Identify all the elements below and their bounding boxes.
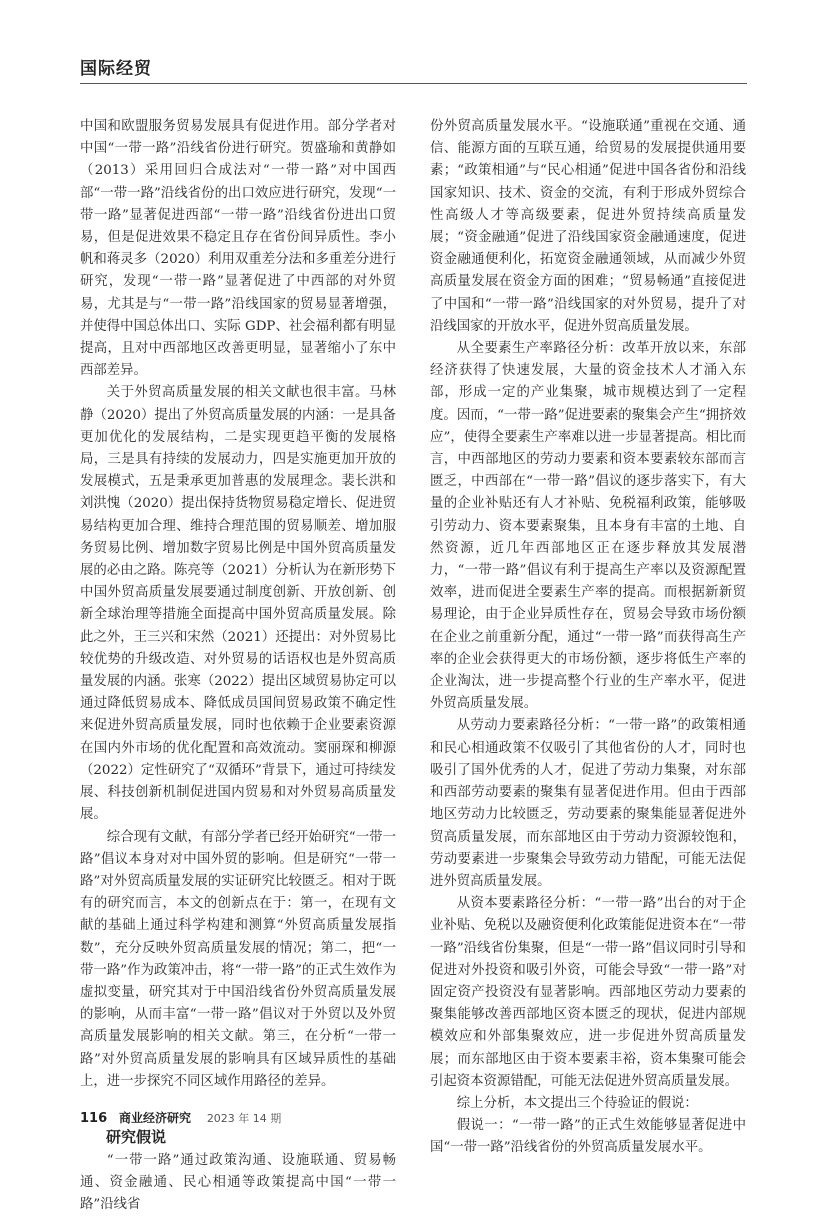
paragraph: “一带一路”通过政策沟通、设施联通、贸易畅通、资金融通、民心相通等政策提高中国“一带一路”沿线省 [80, 1152, 396, 1213]
section-title: 国际经贸 [80, 59, 152, 79]
issue-label: 2023 年 14 期 [206, 1112, 282, 1125]
page-number: 116 [80, 1111, 108, 1126]
paragraph: 份外贸高质量发展水平。“设施联通”重视在交通、通信、能源方面的互联互通，给贸易的发展提供通用要素；“政策相通”与“民心相通”促进中国各省份和沿线国家知识、技术、资金的交流，有利于形成外贸综合性高级人才等高级要素，促进外贸持续高质量发展；“资金融通”促进了沿线国家资金融通速度，促进资金融通便利化，拓宽资金融通领域，从而减少外贸高质量发展在资金方面的困难；“贸易畅通”直接促进了中国和“一带一路”沿线国家的对外贸易，提升了对沿线国家的开放水平，促进外贸高质量发展。 [430, 119, 746, 334]
section-heading: 研究假说 [106, 1127, 167, 1146]
left-column [80, 116, 396, 1217]
paragraph: 从全要素生产率路径分析：改革开放以来，东部经济获得了快速发展，大量的资金技术人才涌入东部，形成一定的产业集聚，城市规模达到了一定程度。因而，“一带一路”促进要素的聚集会产生“拥挤效应”，使得全要素生产率难以进一步显著提高。相比而言，中西部地区的劳动力要素和资本要素较东部而言匮乏，中西部在“一带一路”倡议的逐步落实下，有大量的企业补贴还有人才补贴、免税福利政策，能够吸引劳动力、资本要素聚集，且本身有丰富的土地、自然资源，近几年西部地区正在逐步释放其发展潜力，“一带一路”倡议有利于提高生产率以及资源配置效率，进而促进全要素生产率的提高。而根据新新贸易理论，由于企业异质性存在，贸易会导致市场份额在企业之前重新分配，通过“一带一路”而获得高生产率的企业会获得更大的市场份额，逐步将低生产率的企业淘汰，进一步提高整个行业的生产率水平，促进外贸高质量发展。 [430, 341, 746, 712]
paragraph: 综合现有文献，有部分学者已经开始研究“一带一路”倡议本身对对中国外贸的影响。但是研究“一带一路”对外贸高质量发展的实证研究比较匮乏。相对于既有的研究而言，本文的创新点在于：第一，在现有文献的基础上通过科学构建和测算“外贸高质量发展指数”，充分反映外贸高质量发展的情况；第二，把“一带一路”作为政策冲击，将“一带一路”的正式生效作为虚拟变量，研究其对于中国沿线省份外贸高质量发展的影响，从而丰富“一带一路”倡议对于外贸以及外贸高质量发展影响的相关文献。第三，在分析“一带一路”对外贸高质量发展的影响具有区域异质性的基础上，进一步探究不同区域作用路径的差异。 [80, 829, 396, 1089]
paragraph: 从资本要素路径分析：“一带一路”出台的对于企业补贴、免税以及融资便利化政策能促进资本在“一带一路”沿线省份集聚，但是“一带一路”倡议同时引导和促进对外投资和吸引外资，可能会导致“一带一路”对固定资产投资没有显著影响。西部地区劳动力要素的聚集能够改善西部地区资本匮乏的现状，促进内部规模效应和外部集聚效应，进一步促进外贸高质量发展；而东部地区由于资本要素丰裕，资本集聚可能会引起资本资源错配，可能无法促进外贸高质量发展。 [430, 896, 746, 1089]
journal-name: 商业经济研究 [118, 1111, 191, 1125]
header-divider [80, 83, 747, 84]
paragraph: 综上分析，本文提出三个待验证的假说： [456, 1095, 698, 1111]
running-header [80, 58, 747, 84]
hypothesis-paragraph: 假说一：“一带一路”的正式生效能够显著促进中国“一带一路”沿线省份的外贸高质量发展水平。 [430, 1118, 746, 1156]
page-footer [80, 1109, 281, 1126]
paragraph: 中国和欧盟服务贸易发展具有促进作用。部分学者对中国“一带一路”沿线省份进行研究。贺盛瑜和黄静如（2013）采用回归合成法对“一带一路”对中国西部“一带一路”沿线省份的出口效应进行研究，发现“一带一路”显著促进西部“一带一路”沿线省份进出口贸易，但是促进效果不稳定且存在省份间异质性。李小帆和蒋灵多（2020）利用双重差分法和多重差分进行研究，发现“一带一路”显著促进了中西部的对外贸易，尤其是与“一带一路”沿线国家的贸易显著增强，并使得中国总体出口、实际 GDP、社会福利都有明显提高，且对中西部地区改善更明显，显著缩小了东中西部差异。 [80, 119, 396, 379]
right-column [430, 116, 746, 1160]
paragraph: 关于外贸高质量发展的相关文献也很丰富。马林静（2020）提出了外贸高质量发展的内涵：一是具备更加优化的发展结构，二是实现更趋平衡的发展格局，三是具有持续的发展动力，四是实施更加开放的发展模式，五是秉承更加普惠的发展理念。裴长洪和刘洪愧（2020）提出保持货物贸易稳定增长、促进贸易结构更加合理、维持合理范围的贸易顺差、增加服务贸易比例、增加数字贸易比例是中国外贸高质量发展的必由之路。陈亮等（2021）分析认为在新形势下中国外贸高质量发展要通过制度创新、开放创新、创新全球治理等措施全面提高中国外贸高质量发展。除此之外，王三兴和宋然（2021）还提出：对外贸易比较优势的升级改造、对外贸易的话语权也是外贸高质量发展的内涵。张寒（2022）提出区域贸易协定可以通过降低贸易成本、降低成员国间贸易政策不确定性来促进外贸高质量发展，同时也依赖于企业要素资源在国内外市场的优化配置和高效流动。窦丽琛和柳源（2022）定性研究了“双循环”背景下，通过可持续发展、科技创新机制促进国内贸易和对外贸易高质量发展。 [80, 385, 396, 823]
paragraph: 从劳动力要素路径分析：“一带一路”的政策相通和民心相通政策不仅吸引了其他省份的人才，同时也吸引了国外优秀的人才，促进了劳动力集聚，对东部和西部劳动要素的聚集有显著促进作用。但由于西部地区劳动力比较匮乏，劳动要素的聚集能显著促进外贸高质量发展，而东部地区由于劳动力资源较饱和，劳动要素进一步聚集会导致劳动力错配，可能无法促进外贸高质量发展。 [430, 718, 746, 889]
